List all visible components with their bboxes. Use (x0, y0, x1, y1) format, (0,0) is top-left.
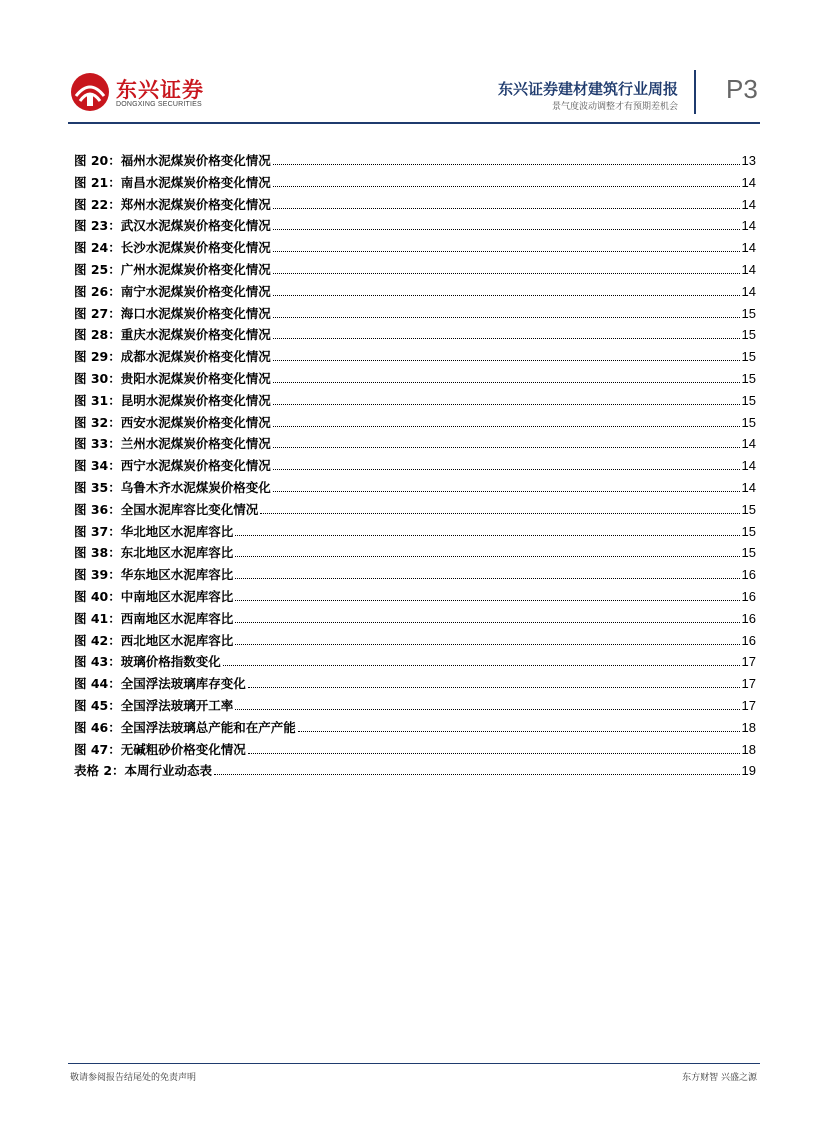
toc-entry-page: 17 (741, 697, 756, 713)
toc-entry[interactable] (74, 455, 756, 477)
toc-entry-page: 14 (741, 479, 756, 495)
toc-leader-dots (273, 251, 740, 252)
toc-entry-page: 15 (741, 327, 756, 343)
toc-entry[interactable] (74, 281, 756, 303)
toc-entry-page: 15 (741, 392, 756, 408)
logo-english-name: DONGXING SECURITIES (116, 101, 202, 108)
toc-entry-page: 15 (741, 349, 756, 365)
toc-entry-label: 图 45：全国浮法玻璃开工率 (74, 697, 234, 713)
toc-leader-dots (273, 317, 740, 318)
toc-leader-dots (248, 753, 740, 754)
toc-leader-dots (223, 665, 740, 666)
toc-entry-label: 图 26：南宁水泥煤炭价格变化情况 (74, 283, 271, 299)
toc-entry-label: 图 47：无碱粗砂价格变化情况 (74, 741, 246, 757)
toc-leader-dots (273, 447, 740, 448)
logo-chinese-name: 东兴证券 (116, 78, 204, 102)
toc-entry-page: 16 (741, 610, 756, 626)
toc-entry-label: 图 36：全国水泥库容比变化情况 (74, 501, 259, 517)
toc-entry[interactable] (74, 542, 756, 564)
toc-entry-label: 图 44：全国浮法玻璃库存变化 (74, 676, 246, 692)
footer-slogan: 东方财智 兴盛之源 (682, 1073, 757, 1083)
toc-entry[interactable] (74, 237, 756, 259)
toc-entry-label: 图 21：南昌水泥煤炭价格变化情况 (74, 174, 271, 190)
page-label: P3 (726, 74, 758, 104)
toc-entry-page: 16 (741, 567, 756, 583)
toc-entry-label: 图 31：昆明水泥煤炭价格变化情况 (74, 392, 271, 408)
toc-leader-dots (273, 273, 740, 274)
toc-entry-page: 14 (741, 218, 756, 234)
toc-entry-page: 15 (741, 305, 756, 321)
page-header (70, 68, 760, 124)
toc-leader-dots (273, 469, 740, 470)
toc-entry-label: 图 34：西宁水泥煤炭价格变化情况 (74, 458, 271, 474)
toc-leader-dots (273, 404, 740, 405)
toc-leader-dots (273, 229, 740, 230)
toc-entry-page: 14 (741, 174, 756, 190)
toc-entry-label: 图 42：西北地区水泥库容比 (74, 632, 234, 648)
toc-entry[interactable] (74, 739, 756, 761)
toc-leader-dots (235, 600, 739, 601)
toc-leader-dots (273, 164, 740, 165)
toc-entry-label: 图 41：西南地区水泥库容比 (74, 610, 234, 626)
toc-entry[interactable] (74, 499, 756, 521)
toc-leader-dots (235, 556, 739, 557)
toc-entry-page: 14 (741, 196, 756, 212)
toc-entry[interactable] (74, 717, 756, 739)
toc-entry-page: 14 (741, 436, 756, 452)
toc-entry-page: 14 (741, 240, 756, 256)
company-logo (70, 70, 230, 118)
toc-leader-dots (273, 382, 740, 383)
toc-entry[interactable] (74, 346, 756, 368)
toc-entry-label: 图 38：东北地区水泥库容比 (74, 545, 234, 561)
toc-entry[interactable] (74, 194, 756, 216)
toc-entry-page: 18 (741, 741, 756, 757)
toc-entry-label: 图 35：乌鲁木齐水泥煤炭价格变化 (74, 479, 271, 495)
toc-entry[interactable] (74, 673, 756, 695)
toc-leader-dots (273, 186, 740, 187)
toc-leader-dots (235, 709, 739, 710)
dongxing-logo-icon (70, 72, 110, 112)
toc-entry-page: 14 (741, 283, 756, 299)
toc-entry-page: 14 (741, 261, 756, 277)
toc-entry[interactable] (74, 150, 756, 172)
report-subtitle: 景气度波动调整才有预期差机会 (551, 102, 678, 112)
toc-entry-page: 15 (741, 523, 756, 539)
toc-entry-page: 19 (741, 763, 756, 779)
toc-entry[interactable] (74, 651, 756, 673)
toc-entry[interactable] (74, 608, 756, 630)
toc-entry-label: 图 20：福州水泥煤炭价格变化情况 (74, 153, 271, 168)
toc-leader-dots (273, 426, 740, 427)
toc-entry-label: 图 33：兰州水泥煤炭价格变化情况 (74, 436, 271, 452)
toc-entry[interactable] (74, 586, 756, 608)
toc-entry-label: 图 40：中南地区水泥库容比 (74, 588, 234, 604)
toc-entry[interactable] (74, 760, 756, 782)
toc-entry-label: 图 46：全国浮法玻璃总产能和在产产能 (74, 719, 296, 735)
header-divider (694, 70, 696, 114)
toc-entry[interactable] (74, 630, 756, 652)
toc-entry-page: 16 (741, 632, 756, 648)
toc-entry[interactable] (74, 564, 756, 586)
toc-entry-label: 图 27：海口水泥煤炭价格变化情况 (74, 305, 271, 321)
toc-entry[interactable] (74, 303, 756, 325)
toc-entry-label: 图 28：重庆水泥煤炭价格变化情况 (74, 327, 271, 343)
toc-entry-label: 图 37：华北地区水泥库容比 (74, 523, 234, 539)
toc-leader-dots (235, 622, 739, 623)
toc-leader-dots (235, 578, 739, 579)
toc-leader-dots (273, 338, 740, 339)
footer-disclaimer: 敬请参阅报告结尾处的免责声明 (70, 1073, 197, 1083)
toc-entry-label: 表格 2：本周行业动态表 (74, 763, 213, 779)
toc-entry[interactable] (74, 215, 756, 237)
toc-entry-page: 15 (741, 501, 756, 517)
toc-entry-page: 14 (741, 458, 756, 474)
toc-entry[interactable] (74, 433, 756, 455)
toc-leader-dots (298, 731, 740, 732)
toc-entry-label: 图 25：广州水泥煤炭价格变化情况 (74, 261, 271, 277)
toc-entry-page: 18 (741, 719, 756, 735)
toc-leader-dots (248, 687, 740, 688)
toc-entry[interactable] (74, 259, 756, 281)
toc-entry-page: 17 (741, 676, 756, 692)
toc-entry[interactable] (74, 412, 756, 434)
toc-leader-dots (273, 295, 740, 296)
toc-entry-label: 图 22：郑州水泥煤炭价格变化情况 (74, 196, 271, 212)
toc-entry[interactable] (74, 390, 756, 412)
toc-entry-label: 图 29：成都水泥煤炭价格变化情况 (74, 349, 271, 365)
toc-entry-page: 15 (741, 414, 756, 430)
toc-entry-label: 图 39：华东地区水泥库容比 (74, 567, 234, 583)
toc-leader-dots (214, 774, 739, 775)
toc-entry-page: 15 (741, 545, 756, 561)
table-of-figures (74, 150, 756, 782)
toc-entry[interactable] (74, 477, 756, 499)
header-rule (68, 122, 760, 124)
toc-leader-dots (273, 208, 740, 209)
toc-leader-dots (273, 360, 740, 361)
toc-entry-label: 图 24：长沙水泥煤炭价格变化情况 (74, 240, 271, 256)
toc-entry-label: 图 32：西安水泥煤炭价格变化情况 (74, 414, 271, 430)
toc-entry[interactable] (74, 324, 756, 346)
toc-entry-page: 13 (741, 153, 756, 168)
toc-entry-label: 图 43：玻璃价格指数变化 (74, 654, 221, 670)
toc-leader-dots (235, 535, 739, 536)
toc-entry[interactable] (74, 695, 756, 717)
toc-leader-dots (235, 644, 739, 645)
toc-entry-label: 图 23：武汉水泥煤炭价格变化情况 (74, 218, 271, 234)
toc-entry-page: 15 (741, 370, 756, 386)
toc-leader-dots (260, 513, 739, 514)
footer-rule (68, 1063, 760, 1064)
toc-entry-label: 图 30：贵阳水泥煤炭价格变化情况 (74, 370, 271, 386)
toc-entry[interactable] (74, 172, 756, 194)
toc-entry[interactable] (74, 368, 756, 390)
toc-entry[interactable] (74, 521, 756, 543)
toc-entry-page: 17 (741, 654, 756, 670)
toc-leader-dots (273, 491, 740, 492)
report-title: 东兴证券建材建筑行业周报 (497, 80, 678, 98)
toc-entry-page: 16 (741, 588, 756, 604)
